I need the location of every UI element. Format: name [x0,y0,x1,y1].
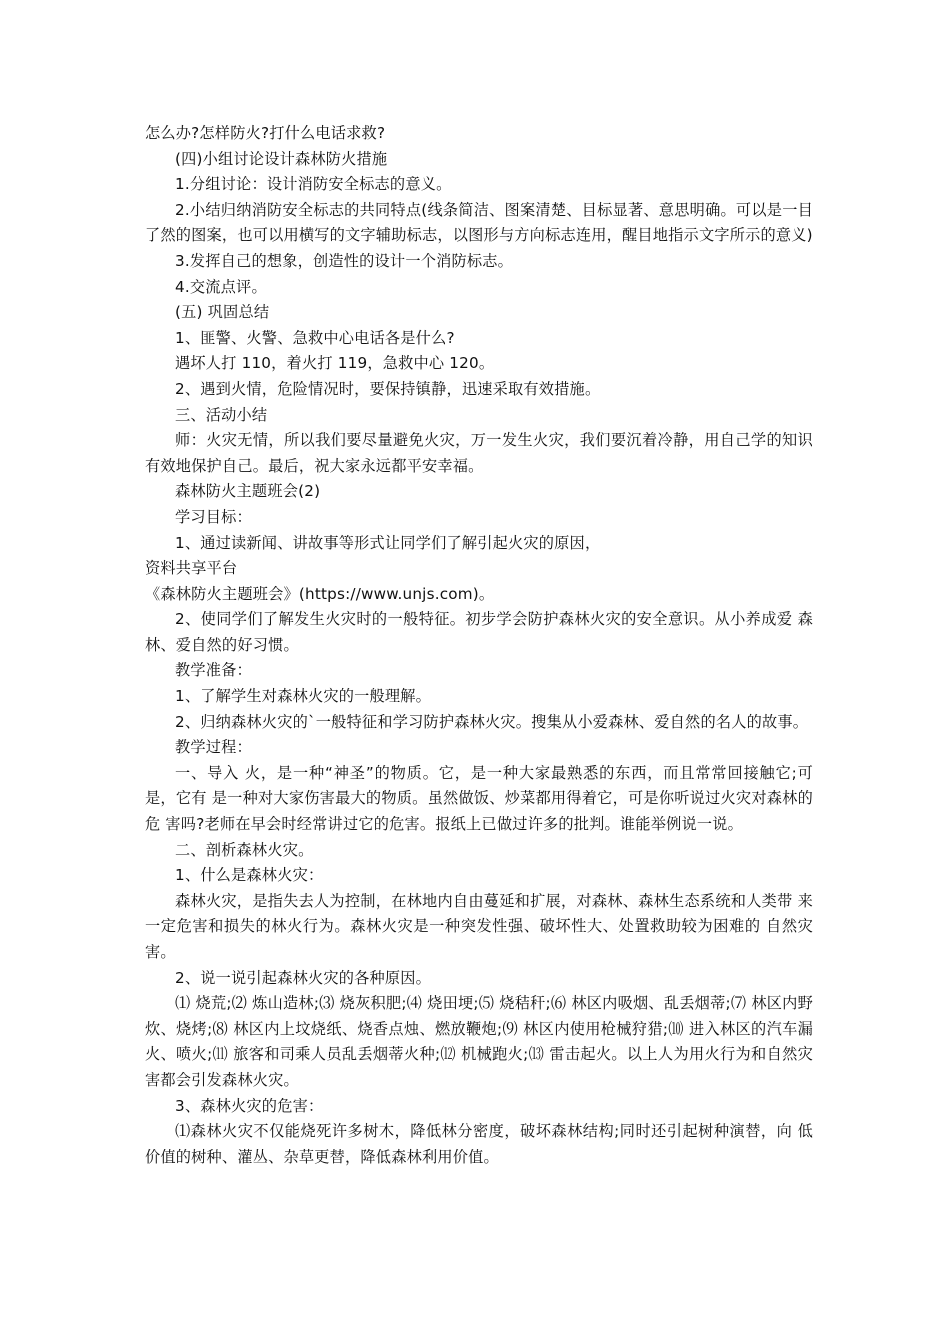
paragraph: 1、通过读新闻、讲故事等形式让同学们了解引起火灾的原因， [175,533,601,552]
paragraph: 遇坏人打 110，着火打 119，急救中心 120。 [175,354,495,373]
section-heading: 学习目标： [175,507,252,526]
paragraph: 怎么办?怎样防火?打什么电话求救? [145,124,386,142]
paragraph: (四)小组讨论设计森林防火措施 [175,149,388,168]
section-heading: (五) 巩固总结 [175,303,270,322]
paragraph: ⑴森林火灾不仅能烧死许多树木，降低林分密度，破坏森林结构;同时还引起树种演替，向 低价值的树种、灌丛、杂草更替，降低森林利用价值。 [145,1122,813,1166]
section-heading: 教学准备： [175,661,252,680]
paragraph: 3、森林火灾的危害： [175,1096,324,1115]
paragraph: 1、了解学生对森林火灾的一般理解。 [175,687,432,706]
source-link: 《森林防火主题班会》(https://www.unjs.com)。 [145,584,495,603]
paragraph: 资料共享平台 [145,559,238,578]
paragraph: 2、归纳森林火灾的`一般特征和学习防护森林火灾。搜集从小爱森林、爱自然的名人的故事。 [175,712,809,731]
document-title: 森林防火主题班会(2) [175,482,321,501]
paragraph: 师：火灾无情，所以我们要尽量避免火灾，万一发生火灾，我们要沉着冷静，用自己学的知识有效地保护自己。最后，祝大家永远都平安幸福。 [145,431,813,475]
paragraph: 3.发挥自己的想象，创造性的设计一个消防标志。 [175,251,514,270]
document-body [145,121,813,1170]
paragraph: ⑴ 烧荒;⑵ 炼山造林;⑶ 烧灰积肥;⑷ 烧田埂;⑸ 烧秸秆;⑹ 林区内吸烟、乱丢烟蒂;⑺ 林区内野炊、烧烤;⑻ 林区内上坟烧纸、烧香点烛、燃放鞭炮;⑼ 林区内使用枪械狩猎;⑽ 进入林区的汽车漏火、喷火;⑾ 旅客和司乘人员乱丢烟蒂火种;⑿ 机械跑火;⒀ 雷击起火。以上人为用火行为和自然灾害都会引发森林火灾。 [145,994,813,1089]
paragraph: 2、遇到火情，危险情况时，要保持镇静，迅速采取有效措施。 [175,379,601,398]
paragraph: 1.分组讨论：设计消防安全标志的意义。 [175,175,452,194]
paragraph: 1、匪警、火警、急救中心电话各是什么? [175,328,455,347]
paragraph: 森林火灾，是指失去人为控制，在林地内自由蔓延和扩展，对森林、森林生态系统和人类带 来一定危害和损失的林火行为。森林火灾是一种突发性强、破坏性大、处置救助较为困难的 自然灾害。 [145,891,813,961]
paragraph: 1、什么是森林火灾： [175,866,324,885]
paragraph: 一、导入 火，是一种“神圣”的物质。它，是一种大家最熟悉的东西，而且常常回接触它;可是，它有 是一种对大家伤害最大的物质。虽然做饭、炒菜都用得着它，可是你听说过火灾对森林的危 害吗?老师在早会时经常讲过它的危害。报纸上已做过许多的批判。谁能举例说一说。 [145,763,813,834]
paragraph: 2、使同学们了解发生火灾时的一般特征。初步学会防护森林火灾的安全意识。从小养成爱 森林、爱自然的好习惯。 [145,610,813,654]
paragraph: 2.小结归纳消防安全标志的共同特点(线条简洁、图案清楚、目标显著、意思明确。可以是一目了然的图案，也可以用横写的文字辅助标志，以图形与方向标志连用，醒目地指示文字所示的意义) [145,200,813,245]
paragraph: 4.交流点评。 [175,277,267,296]
paragraph: 2、说一说引起森林火灾的各种原因。 [175,968,432,987]
section-heading: 三、活动小结 [175,405,268,424]
section-heading: 二、剖析森林火灾。 [175,840,314,859]
section-heading: 教学过程： [175,738,252,757]
